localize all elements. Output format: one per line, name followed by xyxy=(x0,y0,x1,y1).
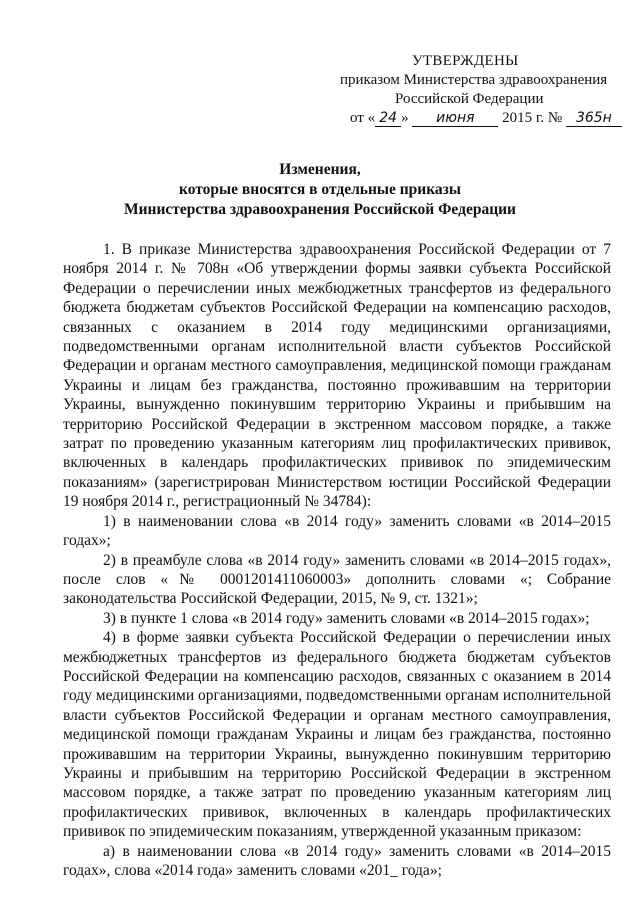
heading-line-2: которые вносятся в отдельные приказы xyxy=(178,181,462,198)
handwritten-month: июня xyxy=(412,111,498,127)
handwritten-order-number: 365н xyxy=(566,111,622,127)
approval-title: УТВЕРЖДЕНЫ xyxy=(412,53,519,69)
paragraph-subitem-3: 3) в пункте 1 слова «в 2014 году» заменить словами «в 2014–2015 годах»; xyxy=(103,609,590,627)
handwritten-day: 24 xyxy=(375,111,401,127)
heading-line-1: Изменения, xyxy=(279,161,361,178)
date-prefix: от « xyxy=(350,110,376,126)
date-year: 2015 г. № xyxy=(502,110,563,126)
approval-date-line xyxy=(340,109,630,128)
paragraph-subitem-1: 1) в наименовании слова «в 2014 году» заменить словами «в 2014–2015 годах»; xyxy=(63,512,611,550)
document-heading xyxy=(0,160,640,220)
paragraph-subitem-4: 4) в форме заявки субъекта Российской Федерации о перечислении иных межбюджетных трансфертов из федерального бюджета бюджетам субъектов Российской Федерации на компенсацию расходов, связанных с оказанием в 2014 году медицинскими организациями, подведомственными органам исполнительной власти субъектов Российской Федерации и органам местного самоуправления, медицинской помощи гражданам Украины и лицам без гражданства, постоянно проживавшим на территории Украины, вынужденно покинувшим территорию Украины и прибывшим на территорию Российской Федерации в экстренном массовом порядке, а также затрат по проведению указанным категориям лиц профилактических прививок, включенных в календарь профилактических прививок по эпидемическим показаниям, утвержденной указанным приказом: xyxy=(63,629,611,841)
document-body xyxy=(63,240,611,880)
paragraph-subitem-2: 2) в преамбуле слова «в 2014 году» заменить словами «в 2014–2015 годах», после слов «№ 0001201411060003» дополнить словами «; Собрание законодательства Российской Федерации, 2015, № 9, ст. 1321»; xyxy=(63,551,611,608)
paragraph-item-1: 1. В приказе Министерства здравоохранения Российской Федерации от 7 ноября 2014 г. № 708н «Об утверждении формы заявки субъекта Российской Федерации о перечислении иных межбюджетных трансфертов из федерального бюджета бюджетам субъектов Российской Федерации на компенсацию расходов, связанных с оказанием в 2014 году медицинскими организациями, подведомственными органам исполнительной власти субъектов Российской Федерации и органам местного самоуправления, медицинской помощи гражданам Украины и лицам без гражданства, постоянно проживавшим на территории Украины, вынужденно покинувшим территорию Украины и прибывшим на территорию Российской Федерации в экстренном массовом порядке, а также затрат по проведению указанным категориям лиц профилактических прививок, включенных в календарь профилактических прививок по эпидемическим показаниям» (зарегистрирован Министерством юстиции Российской Федерации 19 ноября 2014 г., регистрационный № 34784): xyxy=(63,241,611,511)
approval-country: Российской Федерации xyxy=(395,91,544,107)
paragraph-subitem-a: а) в наименовании слова «в 2014 году» заменить словами «в 2014–2015 годах», слова «2014 года» заменить словами «201_ года»; xyxy=(63,842,611,879)
heading-line-3: Министерства здравоохранения Российской Федерации xyxy=(124,201,516,218)
date-quote-close: » xyxy=(401,110,409,126)
approval-block xyxy=(340,52,630,128)
approval-issuer: приказом Министерства здравоохранения xyxy=(340,72,608,88)
